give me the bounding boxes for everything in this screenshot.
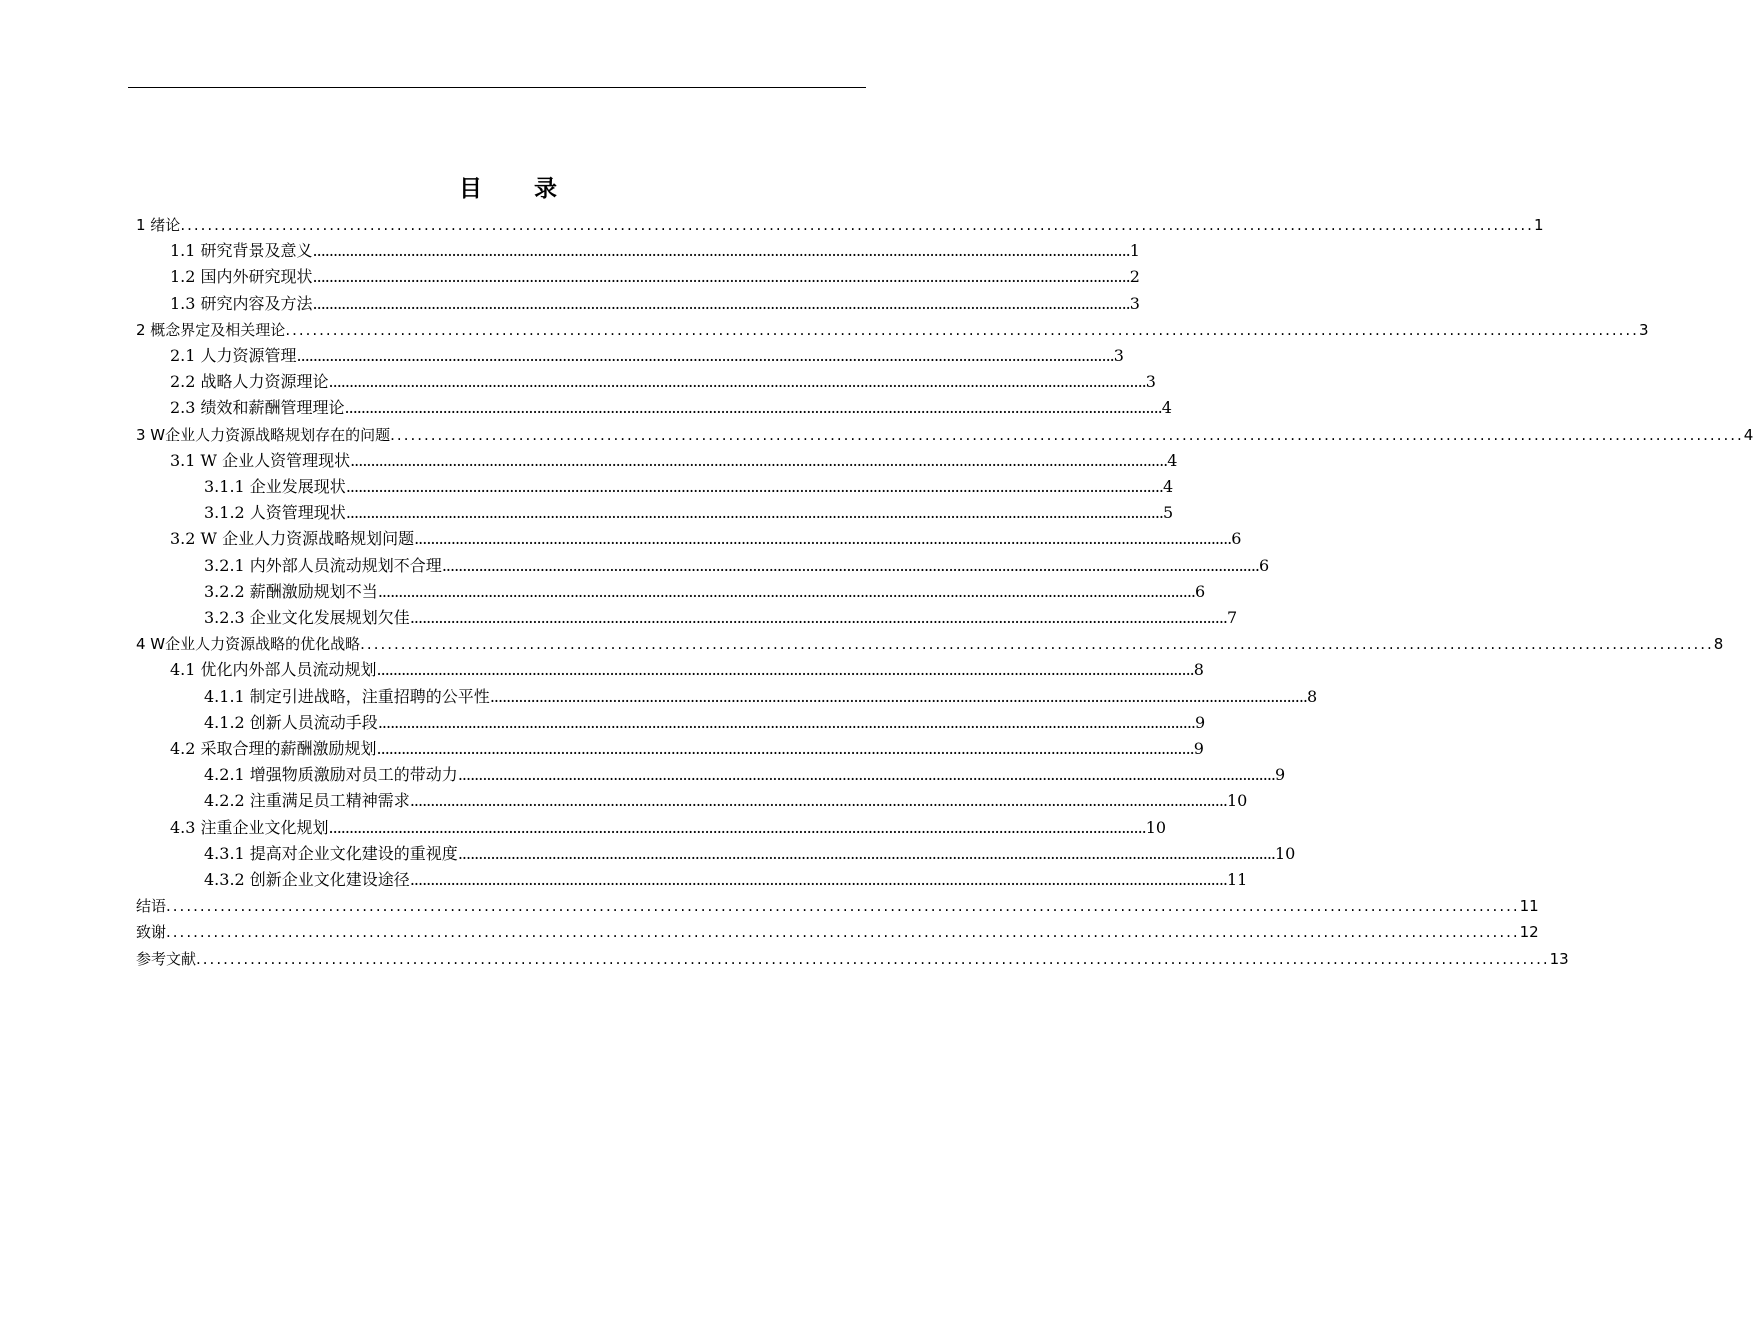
toc-entry[interactable] [170, 343, 1124, 369]
toc-entry[interactable] [204, 710, 1206, 736]
toc-entry[interactable] [170, 526, 1242, 552]
toc-entry-page: 7 [1227, 608, 1238, 627]
toc-entry[interactable] [170, 815, 1167, 841]
toc-entry-page: 2 [1129, 267, 1140, 287]
toc-entry-page: 4 [1167, 450, 1178, 470]
dot-leader: ........................................................................................................................................................................................................ [312, 293, 1130, 313]
dot-leader: ........................................................................................................................................................................................................ [409, 870, 1227, 889]
toc-entry-label: 3 W企业人力资源战略规划存在的问题 [136, 425, 391, 444]
toc-entry-page: 5 [1163, 503, 1174, 523]
toc-entry-label: 3.2.1 内外部人员流动规划不合理 [204, 555, 442, 575]
toc-entry-label: 参考文献 [136, 949, 197, 968]
toc-entry-label: 1.1 研究背景及意义 [170, 241, 313, 261]
dot-leader: ........................................................................................................................................................................................................ [296, 346, 1114, 365]
toc-entry[interactable] [136, 422, 1753, 448]
toc-entry-page: 6 [1195, 581, 1206, 601]
dot-leader: ........................................................................................................................................................................................................ [312, 241, 1130, 261]
dot-leader: ........................................................................................................................................................................................................ [376, 660, 1194, 680]
toc-entry-label: 2.2 战略人力资源理论 [170, 372, 329, 392]
toc-entry[interactable] [204, 788, 1248, 814]
dot-leader: ........................................................................................................................................................................................................ [409, 791, 1227, 811]
toc-entry-page: 6 [1259, 555, 1270, 575]
toc-entry[interactable] [136, 631, 1724, 657]
toc-entry-page: 12 [1519, 923, 1539, 942]
toc-entry[interactable] [170, 264, 1140, 290]
toc-entry-label: 1.3 研究内容及方法 [170, 293, 313, 313]
toc-entry[interactable] [204, 867, 1248, 893]
dot-leader: ........................................................................................................................................................................................................ [196, 949, 1550, 968]
toc-entry[interactable] [136, 946, 1569, 972]
toc-entry-page: 3 [1638, 320, 1649, 339]
toc-entry-label: 4.1.2 创新人员流动手段 [204, 712, 378, 732]
dot-leader: ........................................................................................................................................................................................................ [390, 425, 1744, 444]
toc-entry-label: 3.2.3 企业文化发展规划欠佳 [204, 608, 410, 627]
dot-leader: ........................................................................................................................................................................................................ [441, 555, 1259, 575]
toc-entry-page: 4 [1161, 398, 1172, 418]
toc-entry-page: 13 [1549, 949, 1569, 968]
toc-entry[interactable] [204, 579, 1206, 605]
toc-entry-page: 3 [1113, 346, 1124, 365]
toc-entry-page: 4 [1163, 477, 1174, 496]
toc-entry-label: 4.1.1 制定引进战略，注重招聘的公平性 [204, 686, 490, 706]
dot-leader: ........................................................................................................................................................................................................ [345, 503, 1163, 523]
toc-entry[interactable] [204, 684, 1318, 710]
dot-leader: ........................................................................................................................................................................................................ [180, 216, 1534, 234]
dot-leader: ........................................................................................................................................................................................................ [377, 581, 1195, 601]
toc-entry[interactable] [170, 369, 1156, 395]
toc-entry-page: 1 [1129, 241, 1140, 261]
toc-entry-label: 3.1 W 企业人资管理现状 [170, 450, 351, 470]
toc-entry-page: 6 [1231, 529, 1242, 549]
toc-entry[interactable] [170, 448, 1178, 474]
toc-entry-label: 3.2 W 企业人力资源战略规划问题 [170, 529, 415, 549]
toc-entry[interactable] [170, 736, 1204, 762]
toc-entry[interactable] [170, 395, 1172, 421]
toc-entry-label: 结语 [136, 897, 167, 916]
toc-entry[interactable] [136, 919, 1539, 945]
toc-entry-page: 9 [1193, 739, 1204, 758]
dot-leader: ........................................................................................................................................................................................................ [344, 398, 1162, 418]
toc-entry[interactable] [204, 762, 1286, 788]
toc-entry[interactable] [136, 212, 1544, 238]
toc-title: 目 录 [458, 176, 579, 202]
toc-entry-page: 3 [1145, 372, 1156, 392]
toc-entry-page: 3 [1129, 293, 1140, 313]
toc-entry-page: 4 [1743, 425, 1753, 444]
toc-entry[interactable] [170, 291, 1140, 317]
toc-entry-label: 4.2 采取合理的薪酬激励规划 [170, 739, 377, 758]
dot-leader: ........................................................................................................................................................................................................ [328, 817, 1146, 837]
toc-entry[interactable] [170, 238, 1140, 264]
toc-entry[interactable] [204, 474, 1174, 500]
toc-entry-label: 4 W企业人力资源战略的优化战略 [136, 635, 361, 654]
dot-leader: ........................................................................................................................................................................................................ [457, 843, 1275, 863]
dot-leader: ........................................................................................................................................................................................................ [457, 765, 1275, 785]
toc-entry-label: 1 绪论 [136, 216, 181, 234]
toc-entry[interactable] [204, 605, 1238, 631]
toc-entry[interactable] [136, 893, 1539, 919]
toc-entry-label: 2.1 人力资源管理 [170, 346, 297, 365]
toc-entry-label: 4.3.1 提高对企业文化建设的重视度 [204, 843, 458, 863]
dot-leader: ........................................................................................................................................................................................................ [409, 608, 1227, 627]
toc-entry-label: 4.2.2 注重满足员工精神需求 [204, 791, 410, 811]
toc-entry-page: 8 [1193, 660, 1204, 680]
dot-leader: ........................................................................................................................................................................................................ [376, 739, 1194, 758]
toc-entry-label: 4.3.2 创新企业文化建设途径 [204, 870, 410, 889]
toc-entry[interactable] [136, 317, 1649, 343]
header-rule [128, 87, 866, 88]
toc-entry-label: 4.2.1 增强物质激励对员工的带动力 [204, 765, 458, 785]
toc-entry[interactable] [204, 500, 1174, 526]
toc-entry-label: 4.1 优化内外部人员流动规划 [170, 660, 377, 680]
dot-leader: ........................................................................................................................................................................................................ [285, 320, 1639, 339]
dot-leader: ........................................................................................................................................................................................................ [377, 712, 1195, 732]
toc-entry-page: 11 [1227, 870, 1248, 889]
toc-entry-page: 8 [1307, 686, 1318, 706]
dot-leader: ........................................................................................................................................................................................................ [166, 923, 1520, 942]
toc-entry-label: 1.2 国内外研究现状 [170, 267, 313, 287]
toc-entry-page: 9 [1195, 712, 1206, 732]
toc-entry-page: 10 [1275, 843, 1296, 863]
toc-entry-label: 3.1.2 人资管理现状 [204, 503, 346, 523]
dot-leader: ........................................................................................................................................................................................................ [489, 686, 1307, 706]
toc-entry[interactable] [204, 553, 1270, 579]
toc-entry-label: 3.1.1 企业发展现状 [204, 477, 346, 496]
toc-entry-page: 10 [1227, 791, 1248, 811]
toc-entry-page: 8 [1713, 635, 1724, 654]
toc-entry-label: 4.3 注重企业文化规划 [170, 817, 329, 837]
toc-entry-page: 1 [1533, 216, 1544, 234]
dot-leader: ........................................................................................................................................................................................................ [414, 529, 1232, 549]
toc-entry-label: 致谢 [136, 923, 167, 942]
dot-leader: ........................................................................................................................................................................................................ [312, 267, 1130, 287]
toc-entry-page: 9 [1275, 765, 1286, 785]
toc-entry[interactable] [170, 657, 1204, 683]
toc-entry-label: 2 概念界定及相关理论 [136, 320, 286, 339]
toc-entry-label: 2.3 绩效和薪酬管理理论 [170, 398, 345, 418]
toc-entry-page: 10 [1145, 817, 1167, 837]
dot-leader: ........................................................................................................................................................................................................ [345, 477, 1163, 496]
dot-leader: ........................................................................................................................................................................................................ [360, 635, 1714, 654]
dot-leader: ........................................................................................................................................................................................................ [166, 897, 1520, 916]
toc-entry-label: 3.2.2 薪酬激励规划不当 [204, 581, 378, 601]
toc-entry[interactable] [204, 841, 1296, 867]
dot-leader: ........................................................................................................................................................................................................ [328, 372, 1146, 392]
dot-leader: ........................................................................................................................................................................................................ [350, 450, 1168, 470]
toc-entry-page: 11 [1519, 897, 1539, 916]
